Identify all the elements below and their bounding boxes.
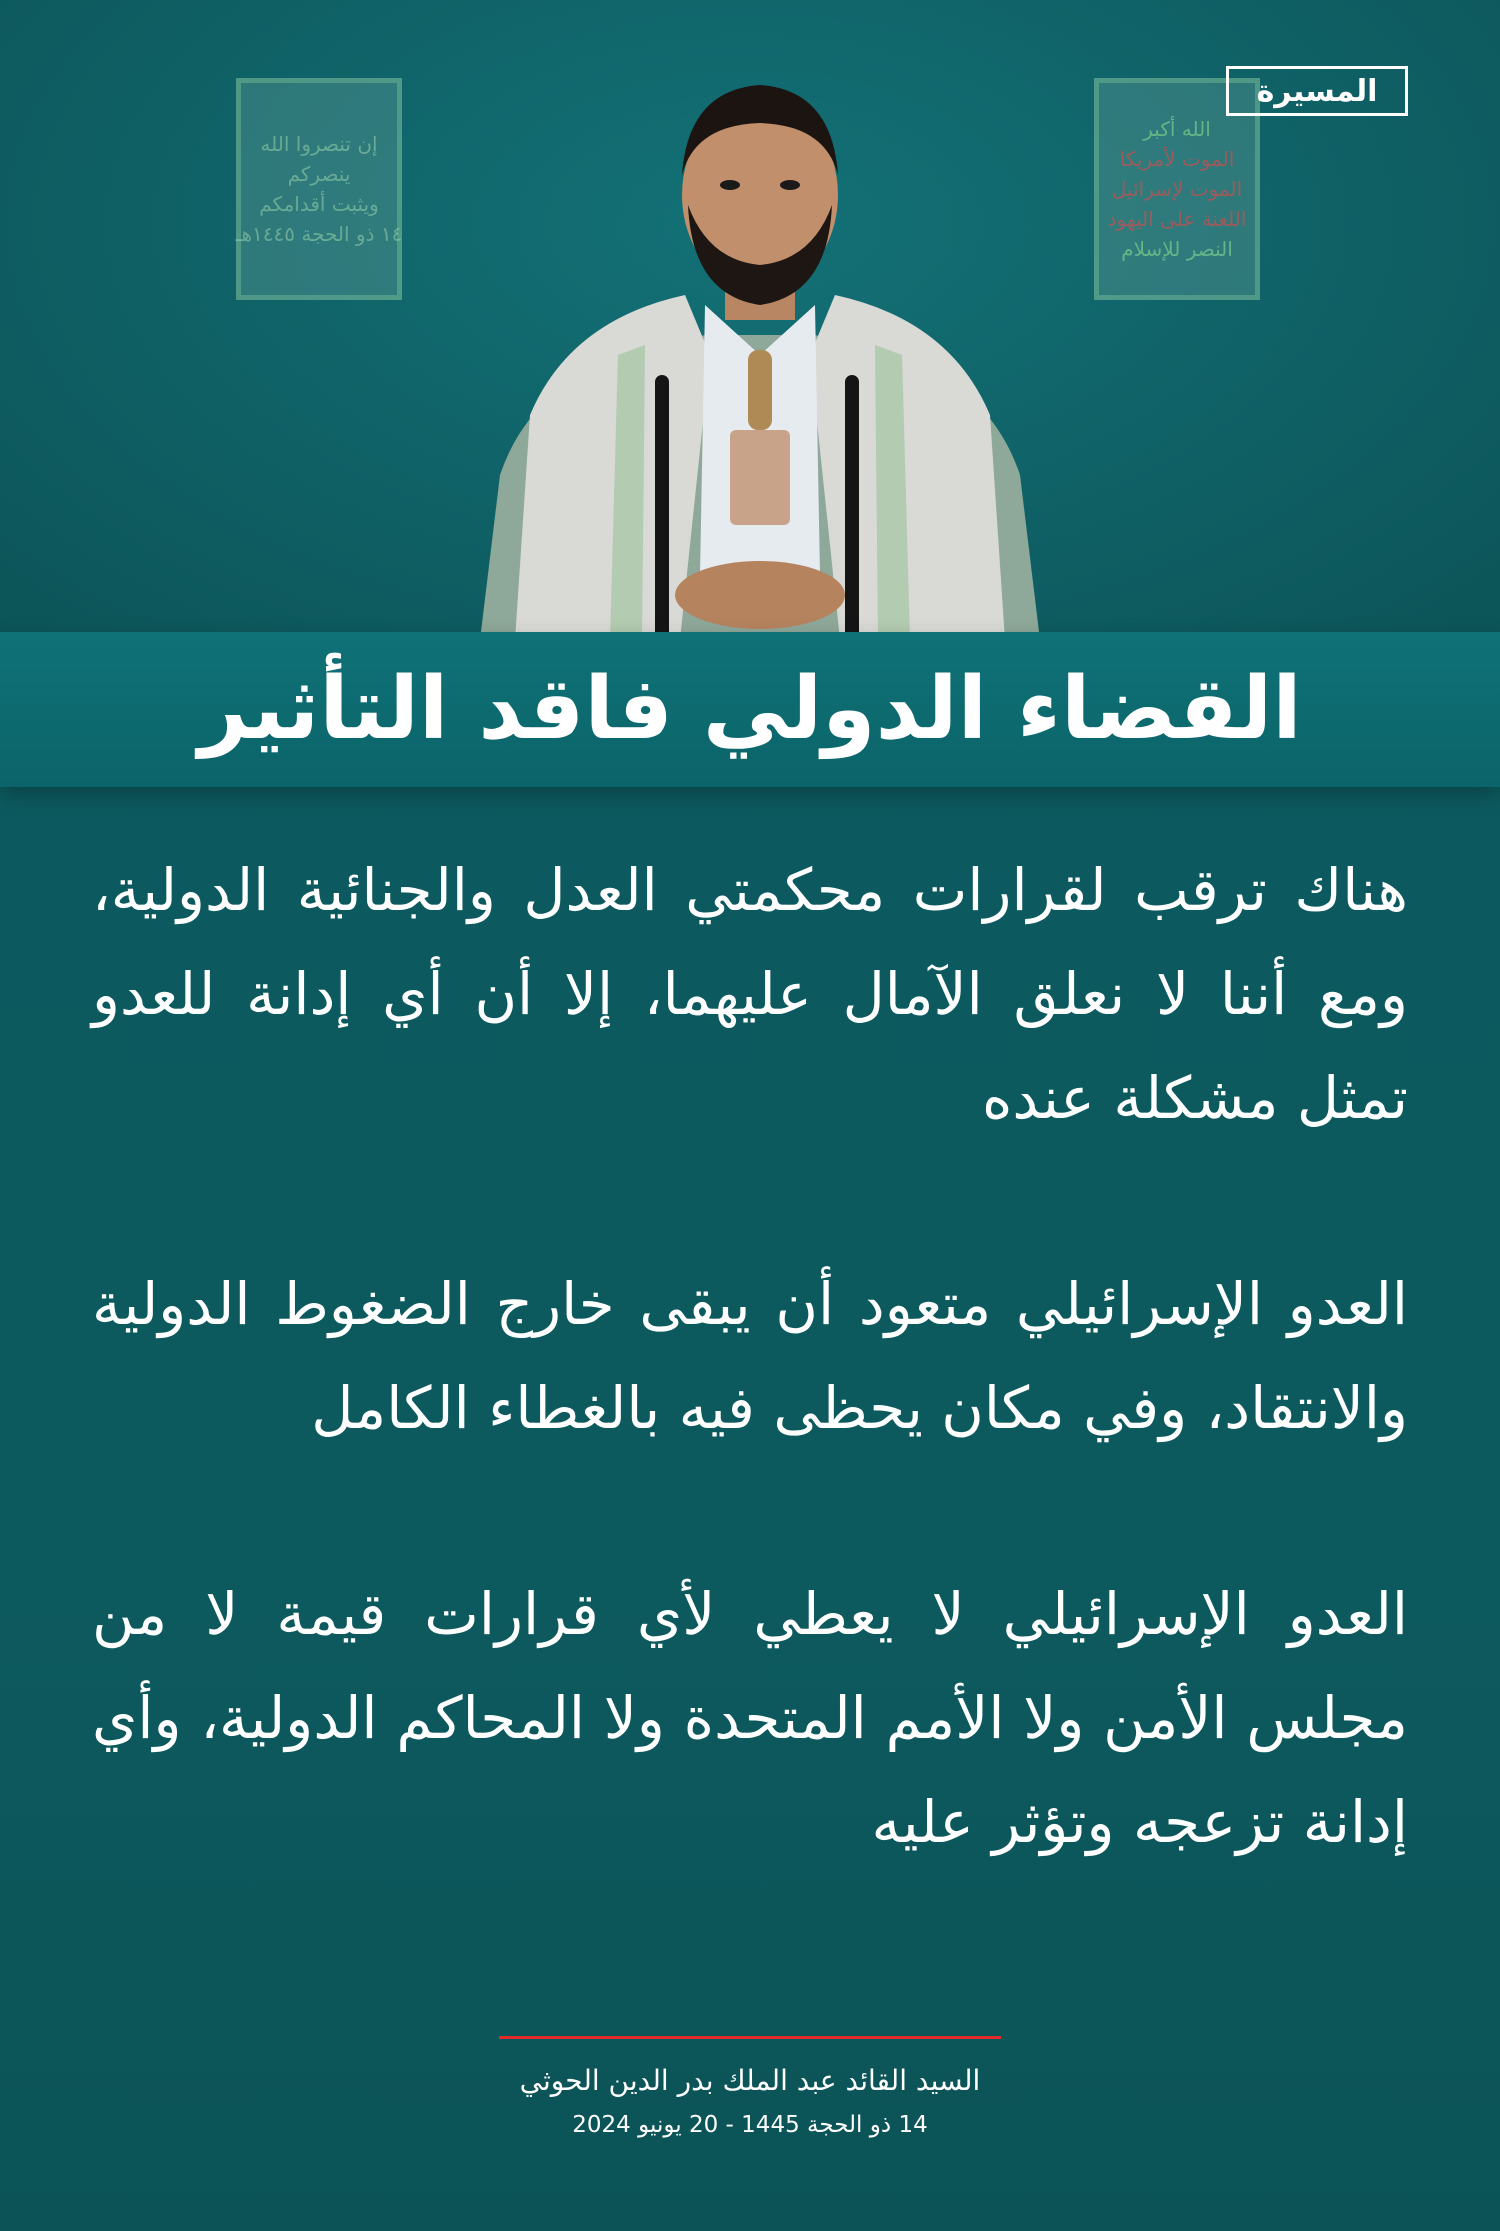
- speaker-portrait-illustration: [460, 55, 1060, 640]
- plaque-line: الموت لأمريكا: [1119, 147, 1235, 171]
- plaque-line: إن تنصروا الله: [260, 132, 378, 156]
- speech-date: 14 ذو الحجة 1445 - 20 يونيو 2024: [572, 2112, 928, 2138]
- plaque-line: النصر للإسلام: [1121, 237, 1233, 261]
- plaque-line: اللعنة على اليهود: [1107, 207, 1247, 231]
- speaker-portrait: [460, 55, 1060, 640]
- attribution-footer: [0, 2036, 1500, 2143]
- headline-title: القضاء الدولي فاقد التأثير: [198, 659, 1302, 760]
- plaque-line: ينصركم: [287, 162, 351, 186]
- quote-paragraph: هناك ترقب لقرارات محكمتي العدل والجنائية الدولية، ومع أننا لا نعلق الآمال عليهما، إلا أن أي إدانة للعدو تمثل مشكلة عنده: [92, 856, 1408, 1132]
- quotes-section: [92, 838, 1408, 1874]
- quote-paragraph: العدو الإسرائيلي لا يعطي لأي قرارات قيمة لا من مجلس الأمن ولا الأمم المتحدة ولا المحاكم الدولية، وأي إدانة تزعجه وتؤثر عليه: [92, 1580, 1408, 1856]
- accent-divider: [499, 2036, 1001, 2039]
- title-band: [0, 632, 1500, 787]
- plaque-line: الله أكبر: [1143, 117, 1211, 141]
- hero-photo: [0, 0, 1500, 640]
- plaque-line: ويثبت أقدامكم: [259, 192, 379, 216]
- channel-logo: [1226, 66, 1408, 116]
- plaque-line: الموت لإسرائيل: [1111, 177, 1243, 201]
- left-wall-plaque: [236, 78, 402, 300]
- speaker-name: السيد القائد عبد الملك بدر الدين الحوثي: [519, 2064, 981, 2097]
- channel-logo-text: المسيرة: [1256, 73, 1378, 109]
- quote-paragraph: العدو الإسرائيلي متعود أن يبقى خارج الضغوط الدولية والانتقاد، وفي مكان يحظى فيه بالغطاء الكامل: [92, 1270, 1408, 1442]
- plaque-line: ١٤ ذو الحجة ١٤٤٥هـ: [235, 222, 403, 246]
